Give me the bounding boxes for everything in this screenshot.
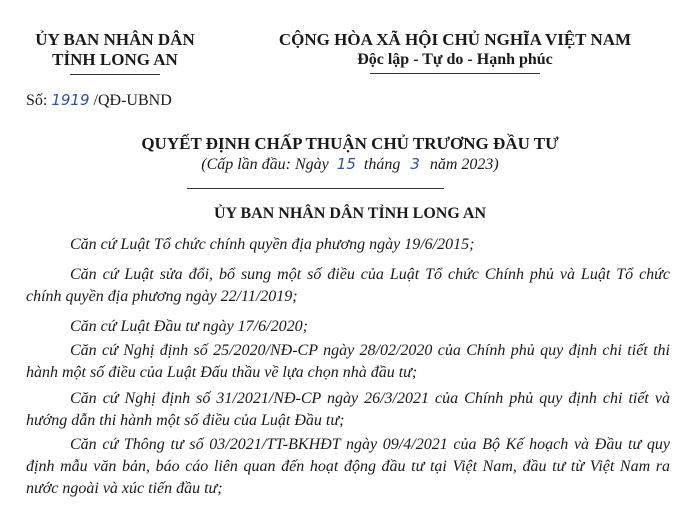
agency-underline <box>70 74 160 75</box>
doc-number-handwritten: 1919 <box>51 91 90 109</box>
subtitle-month-handwritten: 3 <box>410 155 420 173</box>
paragraph-text: Căn cứ Nghị định số 25/2020/NĐ-CP ngày 28/02/2020 của Chính phủ quy định chi tiết thi hành một số điều của Luật Đấu thầu về lựa chọn nhà đầu tư; <box>26 342 670 381</box>
paragraph-text: Căn cứ Thông tư số 03/2021/TT-BKHĐT ngày 09/4/2021 của Bộ Kế hoạch và Đầu tư quy định mẫu văn bản, báo cáo liên quan đến hoạt động đầu tư tại Việt Nam, đầu tư từ Việt Nam ra nước ngoài và xúc tiến đầu tư; <box>26 436 670 497</box>
document-number <box>26 90 172 111</box>
body-heading: ỦY BAN NHÂN DÂN TỈNH LONG AN <box>213 205 487 222</box>
paragraph-2 <box>26 264 670 308</box>
subtitle-open: (Cấp lần đầu: Ngày <box>201 156 329 173</box>
paragraph-text: Căn cứ Luật Đầu tư ngày 17/6/2020; <box>70 318 308 335</box>
paragraph-1 <box>26 234 670 256</box>
title-divider <box>187 188 444 189</box>
motto: Độc lập - Tự do - Hạnh phúc <box>357 51 553 68</box>
subtitle-year: năm 2023) <box>429 156 499 173</box>
document-title: QUYẾT ĐỊNH CHẤP THUẬN CHỦ TRƯƠNG ĐẦU TƯ <box>141 134 559 153</box>
subtitle-day-handwritten: 15 <box>336 155 356 173</box>
doc-number-prefix: Số: <box>26 92 48 109</box>
paragraph-3 <box>26 316 670 338</box>
paragraph-text: Căn cứ Nghị định số 31/2021/NĐ-CP ngày 26/3/2021 của Chính phủ quy định chi tiết và hướng dẫn thi hành một số điều của Luật Đầu tư; <box>26 390 670 429</box>
doc-number-suffix: /QĐ-UBND <box>93 92 172 109</box>
paragraph-6 <box>26 434 670 500</box>
issuing-agency-line2: TỈNH LONG AN <box>52 50 178 69</box>
paragraph-text: Căn cứ Luật sửa đổi, bổ sung một số điều của Luật Tổ chức Chính phủ và Luật Tổ chức chính quyền địa phương ngày 22/11/2019; <box>26 266 670 305</box>
issuing-agency-line1: ỦY BAN NHÂN DÂN <box>35 30 195 49</box>
paragraph-5 <box>26 388 670 432</box>
paragraph-text: Căn cứ Luật Tổ chức chính quyền địa phương ngày 19/6/2015; <box>70 236 475 253</box>
document-subtitle <box>40 154 660 175</box>
national-name: CỘNG HÒA XÃ HỘI CHỦ NGHĨA VIỆT NAM <box>278 30 632 49</box>
issuing-agency <box>20 30 210 70</box>
national-motto <box>215 30 695 70</box>
motto-underline <box>370 73 540 74</box>
paragraph-4 <box>26 340 670 384</box>
subtitle-month-label: tháng <box>363 156 401 173</box>
